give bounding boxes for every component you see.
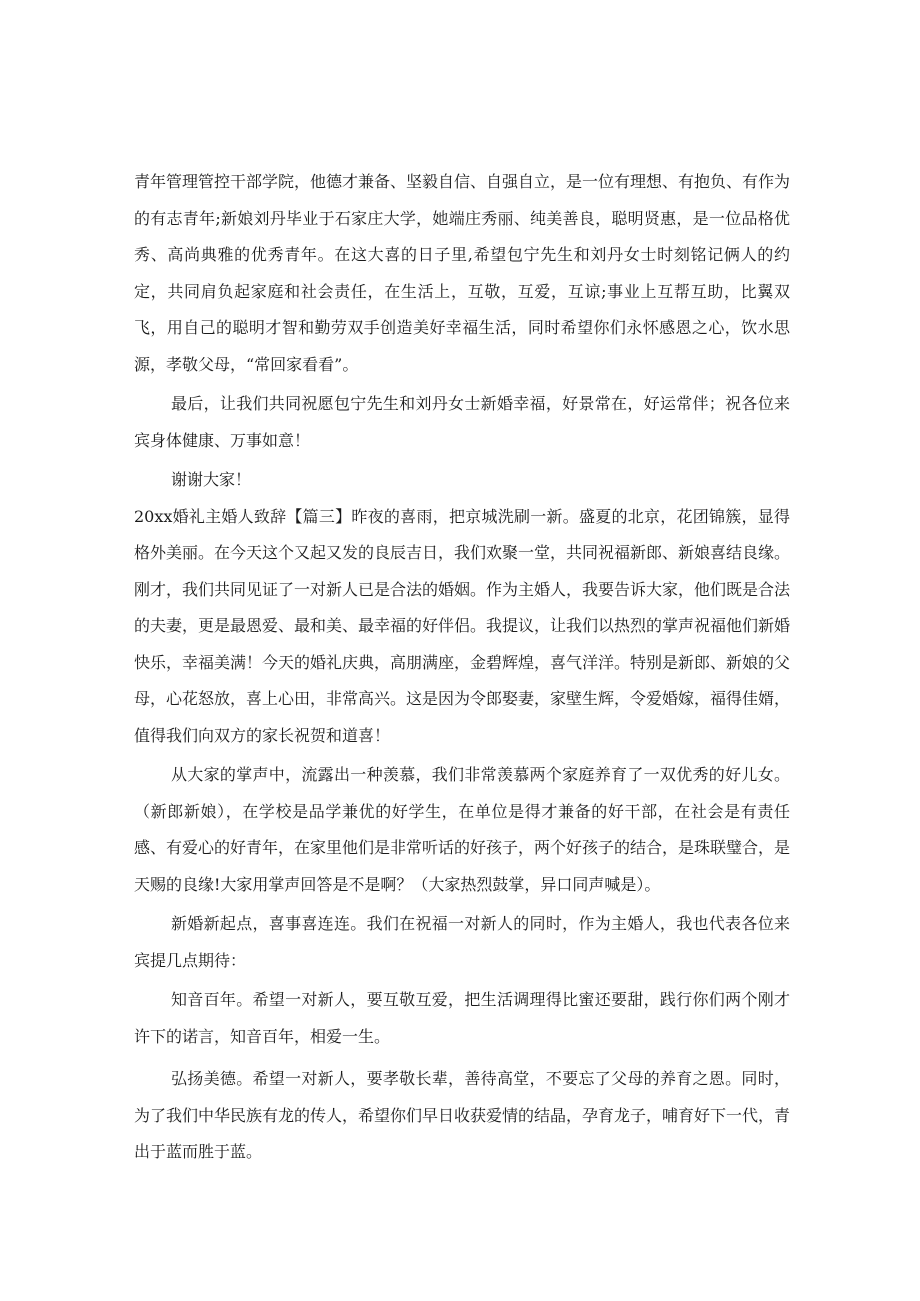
paragraph-continued: 青年管理管控干部学院，他德才兼备、坚毅自信、自强自立，是一位有理想、有抱负、有作为的有志青年;新娘刘丹毕业于石家庄大学，她端庄秀丽、纯美善良，聪明贤惠，是一位品格优秀、高尚典雅的优秀青年。在这大喜的日子里,希望包宁先生和刘丹女士时刻铭记俩人的约定，共同肩负起家庭和社会责任，在生活上，互敬，互爱，互谅;事业上互帮互助，比翼双飞，用自己的聪明才智和勤劳双手创造美好幸福生活，同时希望你们永怀感恩之心，饮水思源，孝敬父母，“常回家看看”。 (134, 172, 791, 374)
paragraph-thanks: 谢谢大家！ (171, 470, 252, 489)
paragraph-section-three: 20xx婚礼主婚人致辞【篇三】昨夜的喜雨，把京城洗刷一新。盛夏的北京，花团锦簇，显得格外美丽。在今天这个又起又发的良辰吉日，我们欢聚一堂，共同祝福新郎、新娘喜结良缘。刚才，我们共同见证了一对新人已是合法的婚姻。作为主婚人，我要告诉大家，他们既是合法的夫妻，更是最恩爱、最和美、最幸福的好伴侣。我提议，让我们以热烈的掌声祝福他们新婚快乐，幸福美满！今天的婚礼庆典，高朋满座，金碧辉煌，喜气洋洋。特别是新郎、新娘的父母，心花怒放，喜上心田，非常高兴。这是因为令郎娶妻，家壁生辉，令爱婚嫁，福得佳婿，值得我们向双方的家长祝贺和道喜！ (134, 506, 791, 745)
document-body (134, 164, 790, 1171)
paragraph-applause: 从大家的掌声中，流露出一种羡慕，我们非常羡慕两个家庭养育了一双优秀的好儿女。（新郎新娘），在学校是品学兼优的好学生，在单位是得才兼备的好干部，在社会是有责任感、有爱心的好青年，在家里他们是非常听话的好孩子，两个好孩子的结合，是珠联璧合，是天赐的良缘!大家用掌声回答是不是啊？（大家热烈鼓掌，异口同声喊是）。 (134, 765, 791, 894)
paragraph-closing-wishes: 最后，让我们共同祝愿包宁先生和刘丹女士新婚幸福，好景常在，好运常伴；祝各位来宾身体健康、万事如意！ (134, 394, 790, 450)
paragraph-virtues: 弘扬美德。希望一对新人，要孝敬长辈，善待高堂，不要忘了父母的养育之恩。同时，为了我们中华民族有龙的传人，希望你们早日收获爱情的结晶，孕育龙子，哺育好下一代，青出于蓝而胜于蓝。 (134, 1069, 791, 1161)
paragraph-new-start: 新婚新起点，喜事喜连连。我们在祝福一对新人的同时，作为主婚人，我也代表各位来宾提几点期待： (134, 914, 790, 970)
paragraph-soulmates: 知音百年。希望一对新人，要互敬互爱，把生活调理得比蜜还要甜，践行你们两个刚才许下的诺言，知音百年，相爱一生。 (134, 990, 790, 1046)
